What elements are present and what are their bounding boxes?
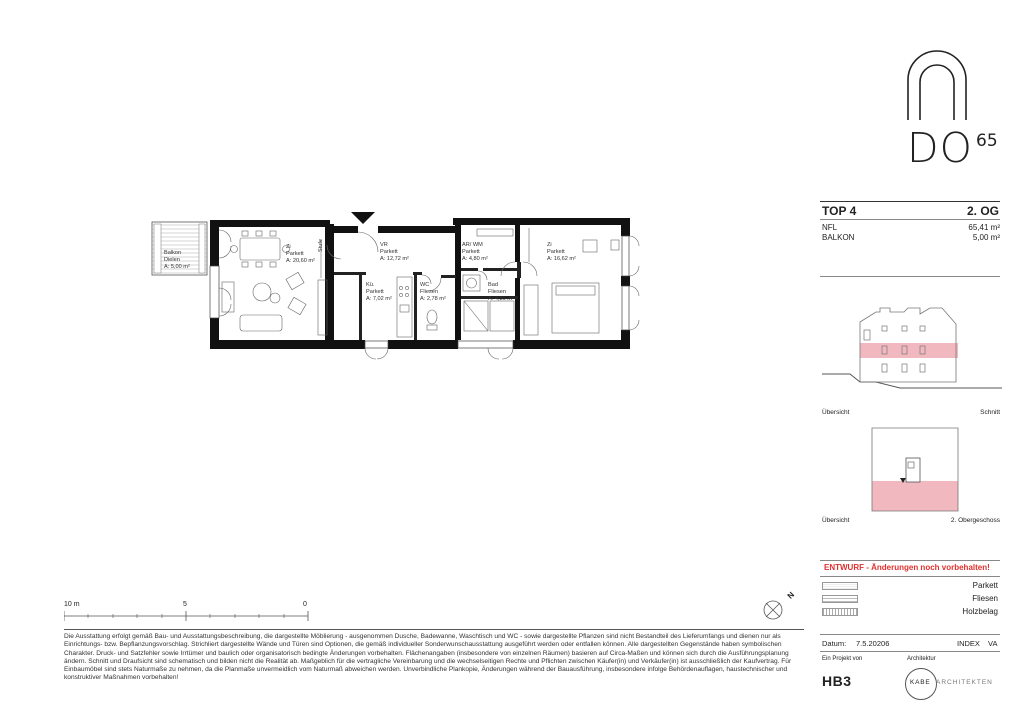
area-label-balkon: BALKON bbox=[822, 233, 855, 242]
projekt-label: Ein Projekt von bbox=[822, 656, 863, 662]
kabe-logo-text: KABE bbox=[910, 679, 931, 686]
scale-label-0: 0 bbox=[303, 601, 307, 608]
thumb-label-obergeschoss: 2. Obergeschoss bbox=[950, 517, 1000, 524]
index-label: INDEX bbox=[957, 639, 980, 648]
bath-fixtures bbox=[464, 301, 514, 331]
legend-label-fliesen: Fliesen bbox=[972, 594, 998, 603]
room-label-balkon: Balkon Dielen A: 5,00 m² bbox=[164, 250, 190, 270]
architekten-logo-text: ARCHITEKTEN bbox=[936, 679, 993, 686]
room-label-zi-1: Zi Parkett A: 20,60 m² bbox=[286, 244, 315, 264]
entry-arrow-icon bbox=[351, 212, 375, 224]
area-value-balkon: 5,00 m² bbox=[972, 233, 1000, 242]
ar-wm-fixtures bbox=[463, 275, 480, 291]
thumb-label-uebersicht-1: Übersicht bbox=[822, 409, 850, 416]
thumb-label-schnitt: Schnitt bbox=[980, 409, 1000, 416]
legend-label-holzbelag: Holzbelag bbox=[962, 607, 998, 616]
thumb-label-uebersicht-2: Übersicht bbox=[822, 517, 850, 524]
datum-value: 7.5.20206 bbox=[856, 639, 890, 648]
room-label-stufe: Stufe bbox=[318, 238, 324, 252]
room-label-vr: VR Parkett A: 12,72 m² bbox=[380, 242, 409, 262]
unit-floor: 2. OG bbox=[967, 204, 1000, 218]
north-label: N bbox=[785, 590, 797, 601]
area-label-nfl: NFL bbox=[822, 223, 838, 232]
datum-label: Datum: bbox=[822, 639, 847, 648]
room-label-kueche: Kü. Parkett A: 7,02 m² bbox=[366, 282, 392, 302]
wc-fixtures bbox=[427, 310, 437, 330]
room-label-zi-2: Zi Parkett A: 16,62 m² bbox=[547, 242, 576, 262]
kitchen-counter bbox=[397, 277, 412, 337]
legend-label-parkett: Parkett bbox=[972, 581, 998, 590]
scale-label-10: 10 m bbox=[64, 601, 80, 608]
logo-superscript: 65 bbox=[976, 131, 998, 151]
room-label-ar-wm: AR/ WM Parkett A: 4,80 m² bbox=[462, 242, 488, 262]
room-label-bad: Bad Fliesen A: 4,80 m² bbox=[488, 282, 514, 302]
logo-text: DO bbox=[907, 124, 973, 172]
scale-label-5: 5 bbox=[183, 601, 187, 608]
entwurf-notice: ENTWURF - Änderungen noch vorbehalten! bbox=[824, 563, 990, 572]
index-value: VA bbox=[988, 639, 998, 648]
room-label-wc: WC Fliesen A: 2,78 m² bbox=[420, 282, 446, 302]
area-value-nfl: 65,41 m² bbox=[968, 223, 1000, 232]
disclaimer-text: Die Ausstattung erfolgt gemäß Bau- und Ausstattungsbeschreibung, die dargestellte Möblierung - ausgenommen Dusche, Badewanne, Waschtisch und WC - sowie dargestellte Pflanzen sind nicht Bestandteil des Lieferumfangs und dienen nur als Einrichtungs- bzw. Bepflanzungsvorschlag. Strichliert dargestellte Wände und Türen sind Optionen, die gemäß individueller Sonderwunschausstattung ausgeführt werden oder entfallen können. Alle dargestellten Gegenstände haben symbolischen Charakter. Druck- und Satzfehler sowie Irrtümer und baulich oder organisatorisch bedingte Änderungen vorbehalten. Flächenangaben (insbesondere von einzelnen Räumen) basieren auf Circa-Maßen und können sich durch die Ausführungsplanung ändern. Schnitt und Draufsicht sind schematisch und bilden nicht die Realität ab. Maßgeblich für die vertragliche Vereinbarung und die wechselseitigen Rechte und Pflichten zwischen Käufer(in) und Verkäufer(in) ist ausschließlich der Kaufvertrag. Für Einbaumöbel sind stets Naturmaße zu nehmen, da die Planmaße unvermeidlich vom Naturmaß abweichen werden. Unverbindliche Plankopie, Änderungen während der Bauausführung, insbesondere infolge Behördenauflagen, haustechnischer und konstruktiver Maßnahmen vorbehalten! bbox=[64, 633, 792, 682]
architektur-label: Architektur bbox=[907, 656, 936, 662]
hb3-logo: HB3 bbox=[822, 673, 852, 689]
unit-top: TOP 4 bbox=[822, 204, 857, 218]
